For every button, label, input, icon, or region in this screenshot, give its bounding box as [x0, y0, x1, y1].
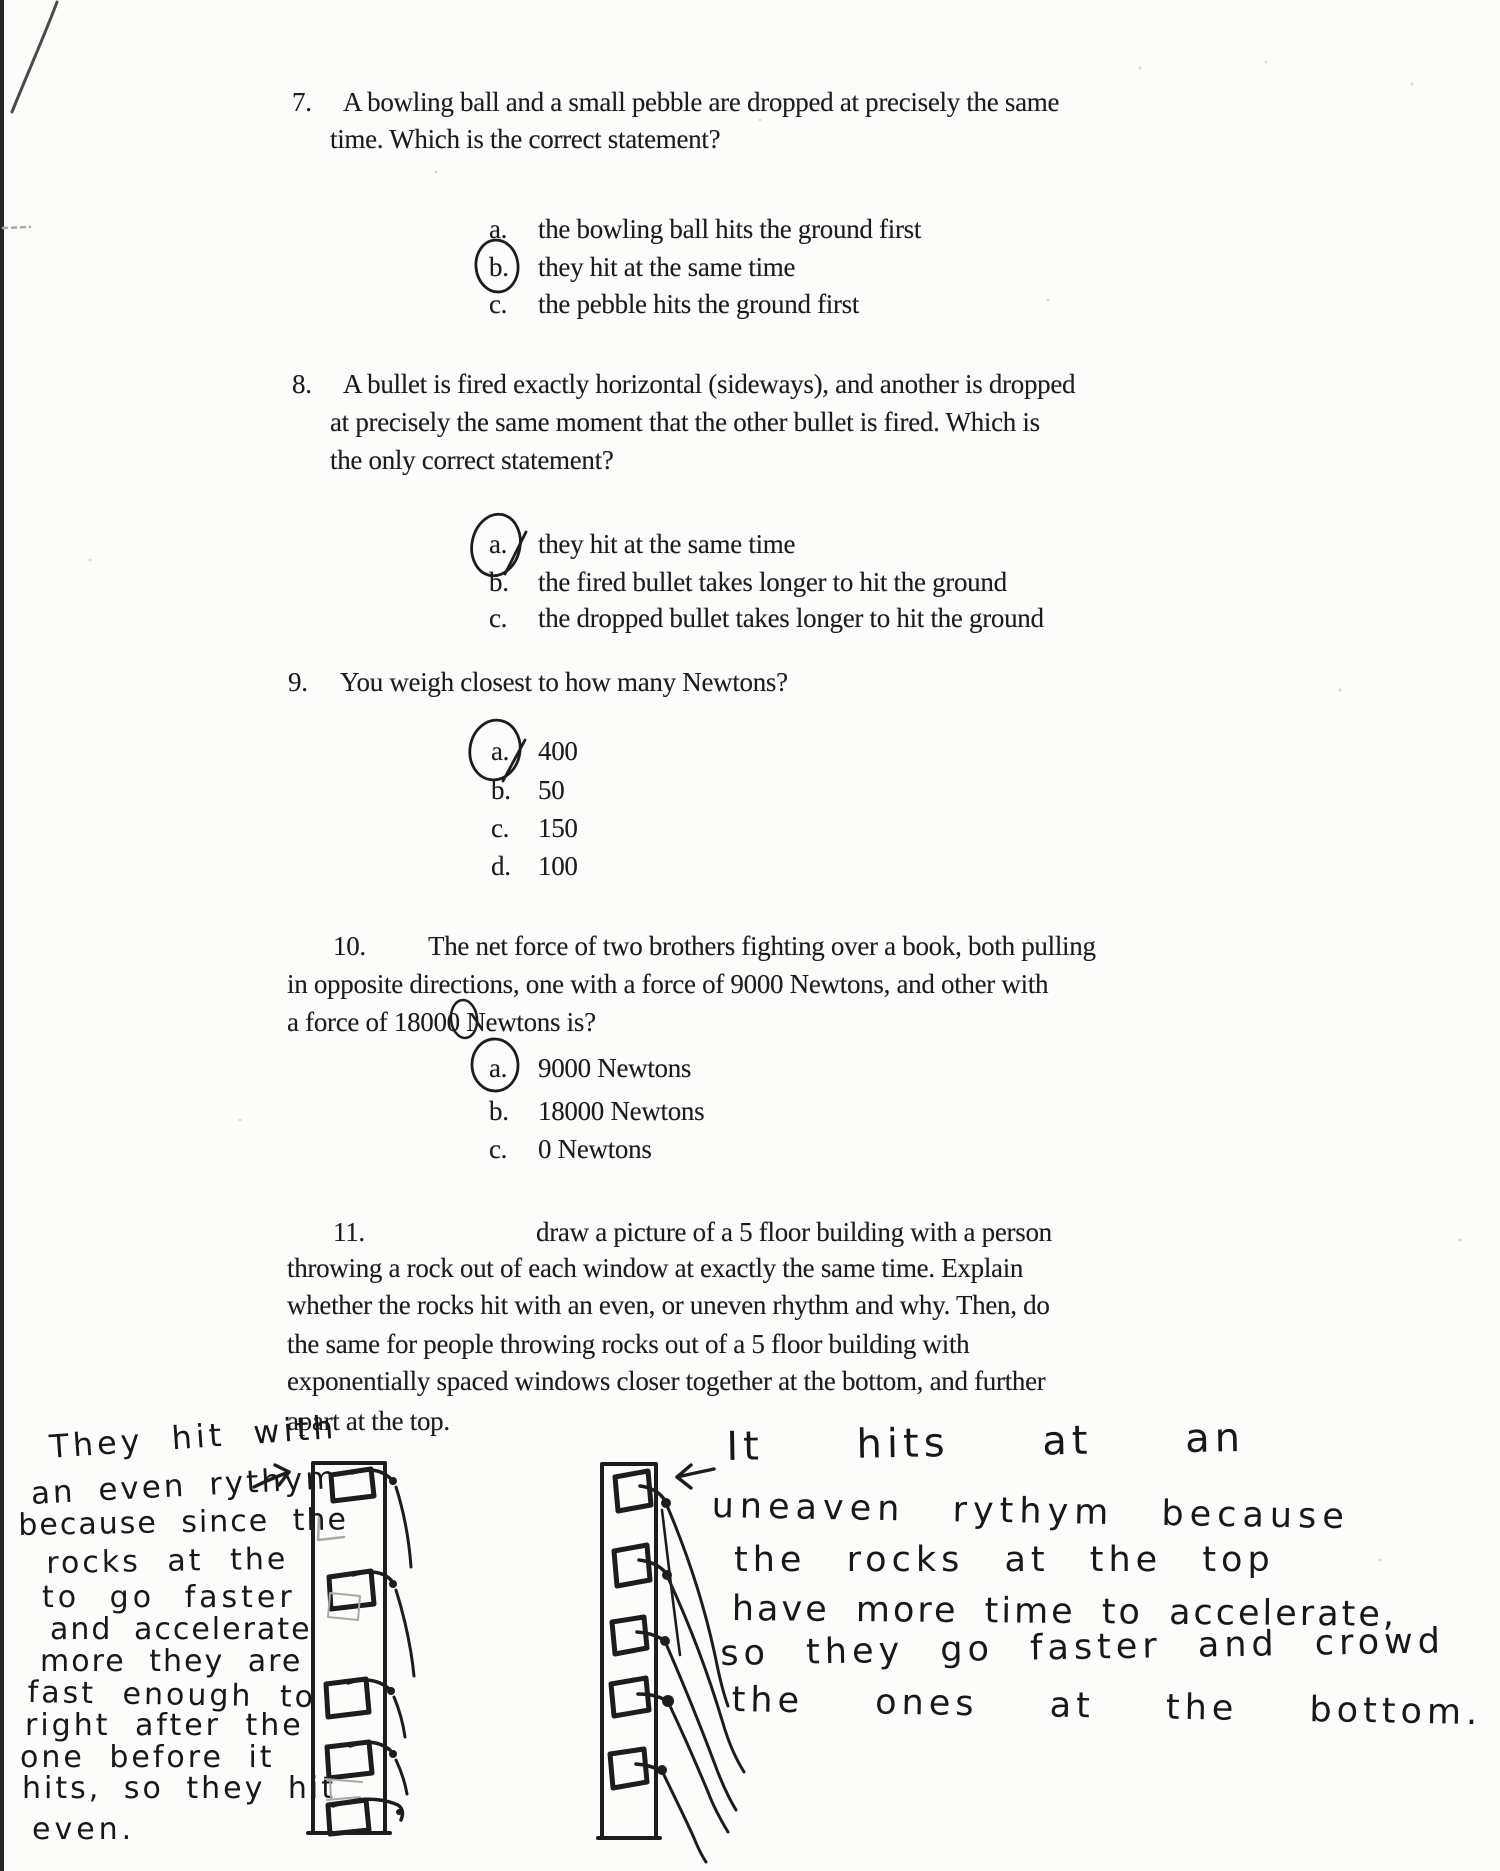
question-10-number: 10.: [333, 931, 366, 961]
left-note-line: They hit with: [48, 1407, 339, 1466]
question-10-option-c-text: 0 Newtons: [538, 1134, 652, 1164]
question-7-line: A bowling ball and a small pebble are dropped at precisely the same: [343, 87, 1060, 117]
question-8-line: the only correct statement?: [330, 445, 614, 475]
question-8-line: at precisely the same moment that the other bullet is fired. Which is: [330, 407, 1040, 437]
arrow-left-icon: [677, 1465, 714, 1488]
question-7-option-c-letter: c.: [489, 289, 508, 319]
question-11-number: 11.: [333, 1217, 365, 1247]
pen-slash-mark: [12, 2, 57, 112]
scan-edge-strip: [0, 0, 4, 1871]
question-9-line: You weigh closest to how many Newtons?: [340, 667, 788, 697]
left-note-line: and accelerate: [50, 1612, 312, 1647]
left-note-line: one before it: [20, 1740, 275, 1775]
question-11-line: throwing a rock out of each window at exactly the same time. Explain: [287, 1253, 1024, 1283]
question-10-line: The net force of two brothers fighting over a book, both pulling: [428, 931, 1096, 961]
question-9-option-c-text: 150: [538, 813, 578, 843]
left-note-line: rocks at the: [46, 1541, 289, 1581]
question-7-number: 7.: [292, 87, 312, 117]
question-11-line: whether the rocks hit with an even, or uneven rhythm and why. Then, do: [287, 1290, 1050, 1320]
question-7-line: time. Which is the correct statement?: [330, 124, 721, 154]
question-8-number: 8.: [292, 369, 312, 399]
question-7-option-a-text: the bowling ball hits the ground first: [538, 214, 922, 244]
question-9-option-d-letter: d.: [491, 851, 511, 881]
left-note-line: because since the: [18, 1502, 349, 1543]
question-10-option-b-letter: b.: [489, 1096, 509, 1126]
question-8-option-c-letter: c.: [489, 603, 508, 633]
question-10-option-a-text: 9000 Newtons: [538, 1053, 692, 1083]
right-note-line: uneaven rythym because: [711, 1486, 1351, 1538]
question-7-option-c-text: the pebble hits the ground first: [538, 289, 860, 319]
question-10-option-a-letter: a.: [489, 1053, 508, 1083]
question-9-option-a-text: 400: [538, 736, 578, 766]
question-7-option-b-text: they hit at the same time: [538, 252, 796, 282]
question-8-option-a-text: they hit at the same time: [538, 529, 796, 559]
margin-dash-mark: [3, 227, 30, 228]
question-11-line: the same for people throwing rocks out of a 5 floor building with: [287, 1329, 970, 1359]
left-note-line: to go faster: [42, 1580, 296, 1615]
left-note-line: fast enough to: [27, 1675, 317, 1716]
question-9-option-c-letter: c.: [491, 813, 510, 843]
left-note-line: hits, so they hit: [22, 1771, 336, 1806]
question-8-option-b-text: the fired bullet takes longer to hit the ground: [538, 567, 1007, 597]
left-note-line: an even rythym: [30, 1459, 340, 1512]
question-9-option-a-letter: a.: [491, 736, 510, 766]
right-note-line: the ones at the bottom.: [731, 1680, 1483, 1734]
question-7-option-b-letter: b.: [489, 252, 509, 282]
question-9-number: 9.: [288, 667, 308, 697]
question-9-option-d-text: 100: [538, 851, 578, 881]
question-7-option-a-letter: a.: [489, 214, 508, 244]
question-8-option-c-text: the dropped bullet takes longer to hit the ground: [538, 603, 1044, 633]
question-10-line: in opposite directions, one with a force of 9000 Newtons, and other with: [287, 969, 1049, 999]
question-10-line: a force of 18000 Newtons is?: [287, 1007, 596, 1037]
question-9-option-b-text: 50: [538, 775, 565, 805]
question-8-line: A bullet is fired exactly horizontal (sideways), and another is dropped: [343, 369, 1076, 399]
left-note-line: right after the: [25, 1708, 304, 1743]
right-note-line: It hits at an: [726, 1414, 1246, 1470]
question-8-option-b-letter: b.: [489, 567, 509, 597]
question-8-option-a-letter: a.: [489, 529, 508, 559]
question-10-option-b-text: 18000 Newtons: [538, 1096, 705, 1126]
left-note-line: more they are: [40, 1644, 303, 1679]
question-9-option-b-letter: b.: [491, 775, 511, 805]
question-11-line: apart at the top.: [287, 1406, 450, 1436]
question-11-line: draw a picture of a 5 floor building with a person: [536, 1217, 1052, 1247]
left-note-line: even.: [32, 1812, 136, 1847]
right-note-line: so they go faster and crowd: [720, 1621, 1446, 1674]
right-note-line: the rocks at the top: [734, 1540, 1275, 1580]
question-11-line: exponentially spaced windows closer together at the bottom, and further: [287, 1366, 1046, 1396]
right-note-line: have more time to accelerate,: [731, 1589, 1398, 1635]
question-10-option-c-letter: c.: [489, 1134, 508, 1164]
